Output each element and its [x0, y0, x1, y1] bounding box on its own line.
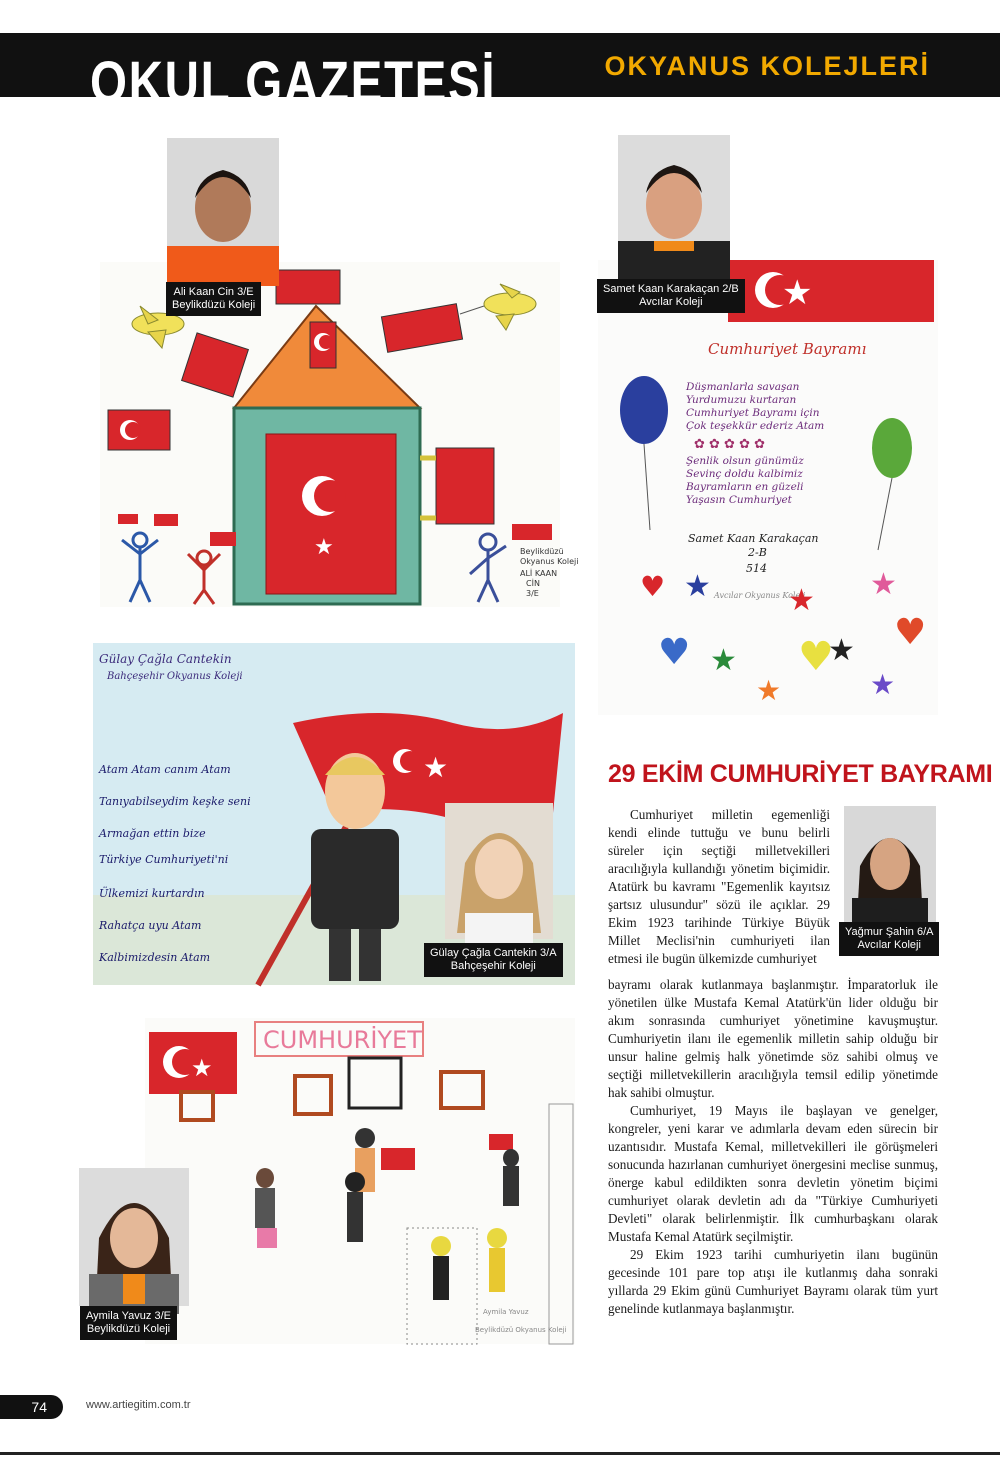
- caption-aymila: Aymila Yavuz 3/E Beylikdüzü Koleji: [80, 1306, 177, 1340]
- article-body-part1: [608, 806, 830, 968]
- svg-text:Düşmanlarla savaşan: Düşmanlarla savaşan: [686, 381, 800, 393]
- svg-text:Atam Atam canım Atam: Atam Atam canım Atam: [99, 763, 231, 776]
- caption-yagmur: Yağmur Şahin 6/A Avcılar Koleji: [839, 922, 939, 956]
- avatar-samet-kaan: [618, 135, 730, 275]
- svg-text:★: ★: [423, 751, 449, 784]
- svg-text:Sevinç doldu kalbimiz: Sevinç doldu kalbimiz: [686, 468, 803, 480]
- drawing-aymila: [145, 1018, 575, 1344]
- svg-text:Bahçeşehir Okyanus Koleji: Bahçeşehir Okyanus Koleji: [107, 671, 243, 682]
- svg-text:Yurdumuzu kurtaran: Yurdumuzu kurtaran: [686, 394, 797, 406]
- svg-text:★: ★: [828, 633, 855, 668]
- svg-text:♥: ♥: [658, 632, 691, 673]
- svg-text:★: ★: [710, 643, 737, 678]
- avatar-aymila: [79, 1168, 189, 1306]
- drawing-samet-kaan: [598, 260, 938, 715]
- brand-name: OKYANUS KOLEJLERİ: [604, 51, 930, 81]
- svg-text:Avcılar Okyanus Koleji: Avcılar Okyanus Koleji: [714, 591, 806, 600]
- figure-suit: [311, 829, 399, 929]
- svg-text:Samet Kaan Karakaçan: Samet Kaan Karakaçan: [688, 532, 819, 545]
- balloon-blue: [620, 376, 668, 444]
- article-paragraph-2: Cumhuriyet, 19 Mayıs ile başlayan ve genelger, kongreler, yeni karar ve adımlarla devam eden sürecin bir uzantısıdır. Mustafa Kemal, milletvekilleri ile görüşmeleri sonucunda hazırlanan cumhuriyet önergesini meclise sunmuş, önerge kabul edildikten sonra devletin yönetim biçimi cumhuriyet olarak devletin adı da "Türkiye Cumhuriyeti Devleti" olarak belirlenmiştir. İlk cumhurbaşkanı olarak Mustafa Kemal Atatürk seçilmiştir.: [608, 1103, 938, 1244]
- svg-text:Cumhuriyet Bayramı için: Cumhuriyet Bayramı için: [686, 407, 820, 419]
- svg-text:Türkiye Cumhuriyeti'ni: Türkiye Cumhuriyeti'ni: [99, 853, 229, 866]
- svg-text:★: ★: [870, 567, 897, 602]
- page-number: 74: [0, 1395, 63, 1419]
- article-title: 29 EKİM CUMHURİYET BAYRAMI: [608, 760, 993, 788]
- svg-text:Tanıyabilseydim keşke seni: Tanıyabilseydim keşke seni: [99, 795, 251, 808]
- svg-text:Rahatça uyu Atam: Rahatça uyu Atam: [99, 919, 202, 932]
- caption-ali-kaan: Ali Kaan Cin 3/E Beylikdüzü Koleji: [166, 282, 261, 316]
- svg-text:★: ★: [684, 569, 711, 604]
- svg-text:♥: ♥: [798, 634, 834, 680]
- svg-text:★: ★: [870, 668, 896, 701]
- avatar-gulay-cagla: [445, 803, 553, 939]
- svg-text:Armağan ettin bize: Armağan ettin bize: [99, 827, 206, 840]
- svg-text:★: ★: [756, 674, 782, 707]
- svg-text:2-B: 2-B: [748, 546, 767, 559]
- svg-text:♥: ♥: [640, 570, 666, 603]
- footer-url[interactable]: www.artiegitim.com.tr: [86, 1399, 191, 1411]
- article-paragraph-1: Cumhuriyet milletin egemenliği kendi elinde tuttuğu ve bunu belirli süreler için seçtiği milletvekilleri aracılığıyla kullandığı yönetim biçimidir. Atatürk bu kavramı "Egemenlik kayıtsız şartsız ulusundur" sözü ile açıklar. 29 Ekim 1923 tarihinde Türkiye Büyük Millet Meclisi'nin cumhuriyeti ilan etmesi ile bugün ülkemizde cumhuriyet: [608, 807, 830, 966]
- article-paragraph-3: 29 Ekim 1923 tarihi cumhuriyetin ilanı bugünün gecesinde 101 pare top atışı ile kutlanmış daha sonraki yıllarda 29 Ekim günü Cumhuriyet Bayramı olarak tüm yurt genelinde kutlanmaya başlanmıştır.: [608, 1247, 938, 1316]
- svg-text:Aymila Yavuz: Aymila Yavuz: [483, 1308, 529, 1316]
- article-paragraph-1-cont: bayramı olarak kutlanmaya başlanmıştır. İmparatorluk ile yönetilen ülke Mustafa Kemal Atatürk'ün lider olduğu bir akım sonrasında cumhuriyet yönetimine kavuşmuştur. Cumhuriyetin ilanı ile egemenlik milletin sahip olduğu bir unsur haline gelmiş halk yönetimde söz sahibi olmuş ve seçtiği milletvekillerin aracılığıyla temsil edilip yönetimde hak sahibi olmuştur.: [608, 977, 938, 1100]
- svg-text:Çok teşekkür ederiz Atam: Çok teşekkür ederiz Atam: [686, 420, 825, 432]
- svg-text:Yaşasın Cumhuriyet: Yaşasın Cumhuriyet: [686, 494, 792, 506]
- svg-text:Şenlik olsun günümüz: Şenlik olsun günümüz: [686, 455, 804, 467]
- caption-gulay-cagla: Gülay Çağla Cantekin 3/A Bahçeşehir Koleji: [424, 943, 563, 977]
- masthead-title: OKUL GAZETESİ: [90, 50, 497, 115]
- flag-icon: [276, 270, 340, 304]
- svg-text:Gülay Çağla Cantekin: Gülay Çağla Cantekin: [99, 652, 232, 666]
- house-door-flag: [266, 434, 396, 594]
- svg-text:★: ★: [782, 273, 813, 313]
- svg-text:✿ ✿ ✿ ✿ ✿: ✿ ✿ ✿ ✿ ✿: [694, 437, 765, 452]
- caption-samet-kaan: Samet Kaan Karakaçan 2/B Avcılar Koleji: [597, 279, 745, 313]
- bottom-rule: [0, 1452, 1000, 1455]
- svg-text:Bayramların en güzeli: Bayramların en güzeli: [686, 481, 804, 493]
- svg-text:Cumhuriyet Bayramı: Cumhuriyet Bayramı: [708, 340, 867, 358]
- masthead-band: [0, 33, 1000, 115]
- banner-cumhuriyet: CUMHURİYET: [263, 1026, 422, 1054]
- balloon-green: [872, 418, 912, 478]
- svg-text:★: ★: [314, 535, 334, 560]
- article-body-part2: [608, 976, 938, 1318]
- svg-text:Ülkemizi kurtardın: Ülkemizi kurtardın: [99, 887, 205, 900]
- svg-text:★: ★: [788, 583, 815, 618]
- svg-text:Beylikdüzü Okyanus Koleji: Beylikdüzü Okyanus Koleji: [475, 1326, 567, 1334]
- svg-text:★: ★: [191, 1054, 213, 1082]
- svg-text:Kalbimizdesin Atam: Kalbimizdesin Atam: [99, 951, 211, 964]
- svg-text:Beylikdüzü Okyanus Kolej: Beylikdüzü Okyanus Koleji ALİ KAAN CİN 3/E: [520, 547, 579, 598]
- avatar-yagmur: [844, 806, 936, 922]
- svg-text:514: 514: [746, 562, 767, 575]
- svg-text:♥: ♥: [894, 612, 927, 653]
- avatar-ali-kaan: [167, 138, 279, 278]
